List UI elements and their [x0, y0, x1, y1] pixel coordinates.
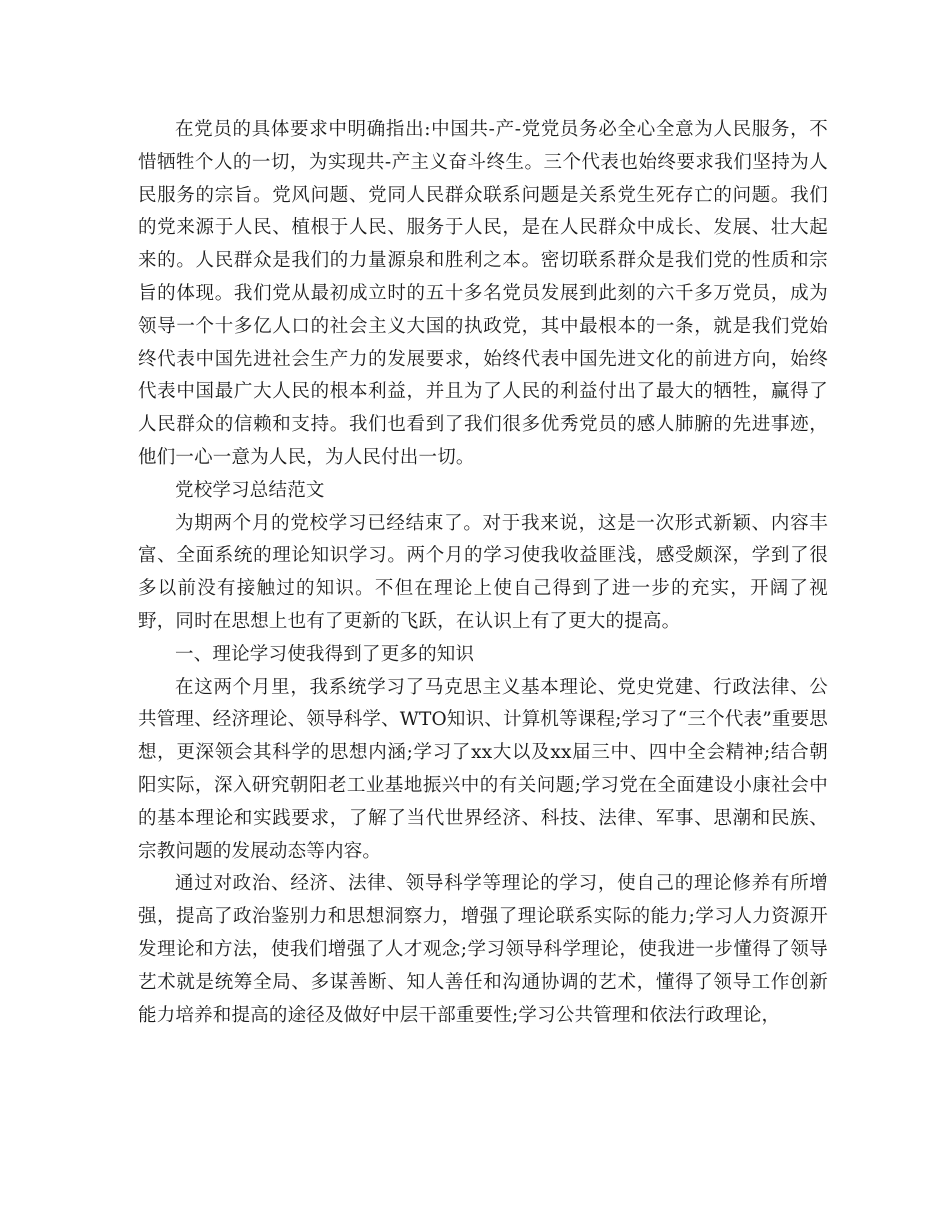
paragraph-study-outcomes: 通过对政治、经济、法律、领导科学等理论的学习，使自己的理论修养有所增强，提高了政治鉴别力和思想洞察力，增强了理论联系实际的能力;学习人力资源开发理论和方法，使我们增强了人才观念;学习领导科学理论，使我进一步懂得了领导艺术就是统筹全局、多谋善断、知人善任和沟通协调的艺术，懂得了领导工作创新能力培养和提高的途径及做好中层干部重要性;学习公共管理和依法行政理论， [138, 873, 828, 1026]
section-heading-theory-study: 一、理论学习使我得到了更多的知识 [175, 643, 475, 665]
document-body [138, 114, 828, 1032]
paragraph-study-overview: 为期两个月的党校学习已经结束了。对于我来说，这是一次形式新颖、内容丰富、全面系统的理论知识学习。两个月的学习使我收益匪浅，感受颇深，学到了很多以前没有接触过的知识。不但在理论上使自己得到了进一步的充实，开阔了视野，同时在思想上也有了更新的飞跃，在认识上有了更大的提高。 [138, 512, 828, 632]
paragraph-party-member-requirements: 在党员的具体要求中明确指出:中国共-产-党党员务必全心全意为人民服务，不惜牺牲个人的一切，为实现共-产主义奋斗终生。三个代表也始终要求我们坚持为人民服务的宗旨。党风问题、党同人民群众联系问题是关系党生死存亡的问题。我们的党来源于人民、植根于人民、服务于人民，是在人民群众中成长、发展、壮大起来的。人民群众是我们的力量源泉和胜利之本。密切联系群众是我们党的性质和宗旨的体现。我们党从最初成立时的五十多名党员发展到此刻的六千多万党员，成为领导一个十多亿人口的社会主义大国的执政党，其中最根本的一条，就是我们党始终代表中国先进社会生产力的发展要求，始终代表中国先进文化的前进方向，始终代表中国最广大人民的根本利益，并且为了人民的利益付出了最大的牺牲，赢得了人民群众的信赖和支持。我们也看到了我们很多优秀党员的感人肺腑的先进事迹，他们一心一意为人民，为人民付出一切。 [138, 119, 828, 468]
paragraph-courses-studied: 在这两个月里，我系统学习了马克思主义基本理论、党史党建、行政法律、公共管理、经济理论、领导科学、WTO知识、计算机等课程;学习了“三个代表”重要思想，更深领会其科学的思想内涵;学习了xx大以及xx届三中、四中全会精神;结合朝阳实际，深入研究朝阳老工业基地振兴中的有关问题;学习党在全面建设小康社会中的基本理论和实践要求，了解了当代世界经济、科技、法律、军事、思潮和民族、宗教问题的发展动态等内容。 [138, 676, 828, 862]
section-title-party-school-summary: 党校学习总结范文 [175, 479, 325, 501]
